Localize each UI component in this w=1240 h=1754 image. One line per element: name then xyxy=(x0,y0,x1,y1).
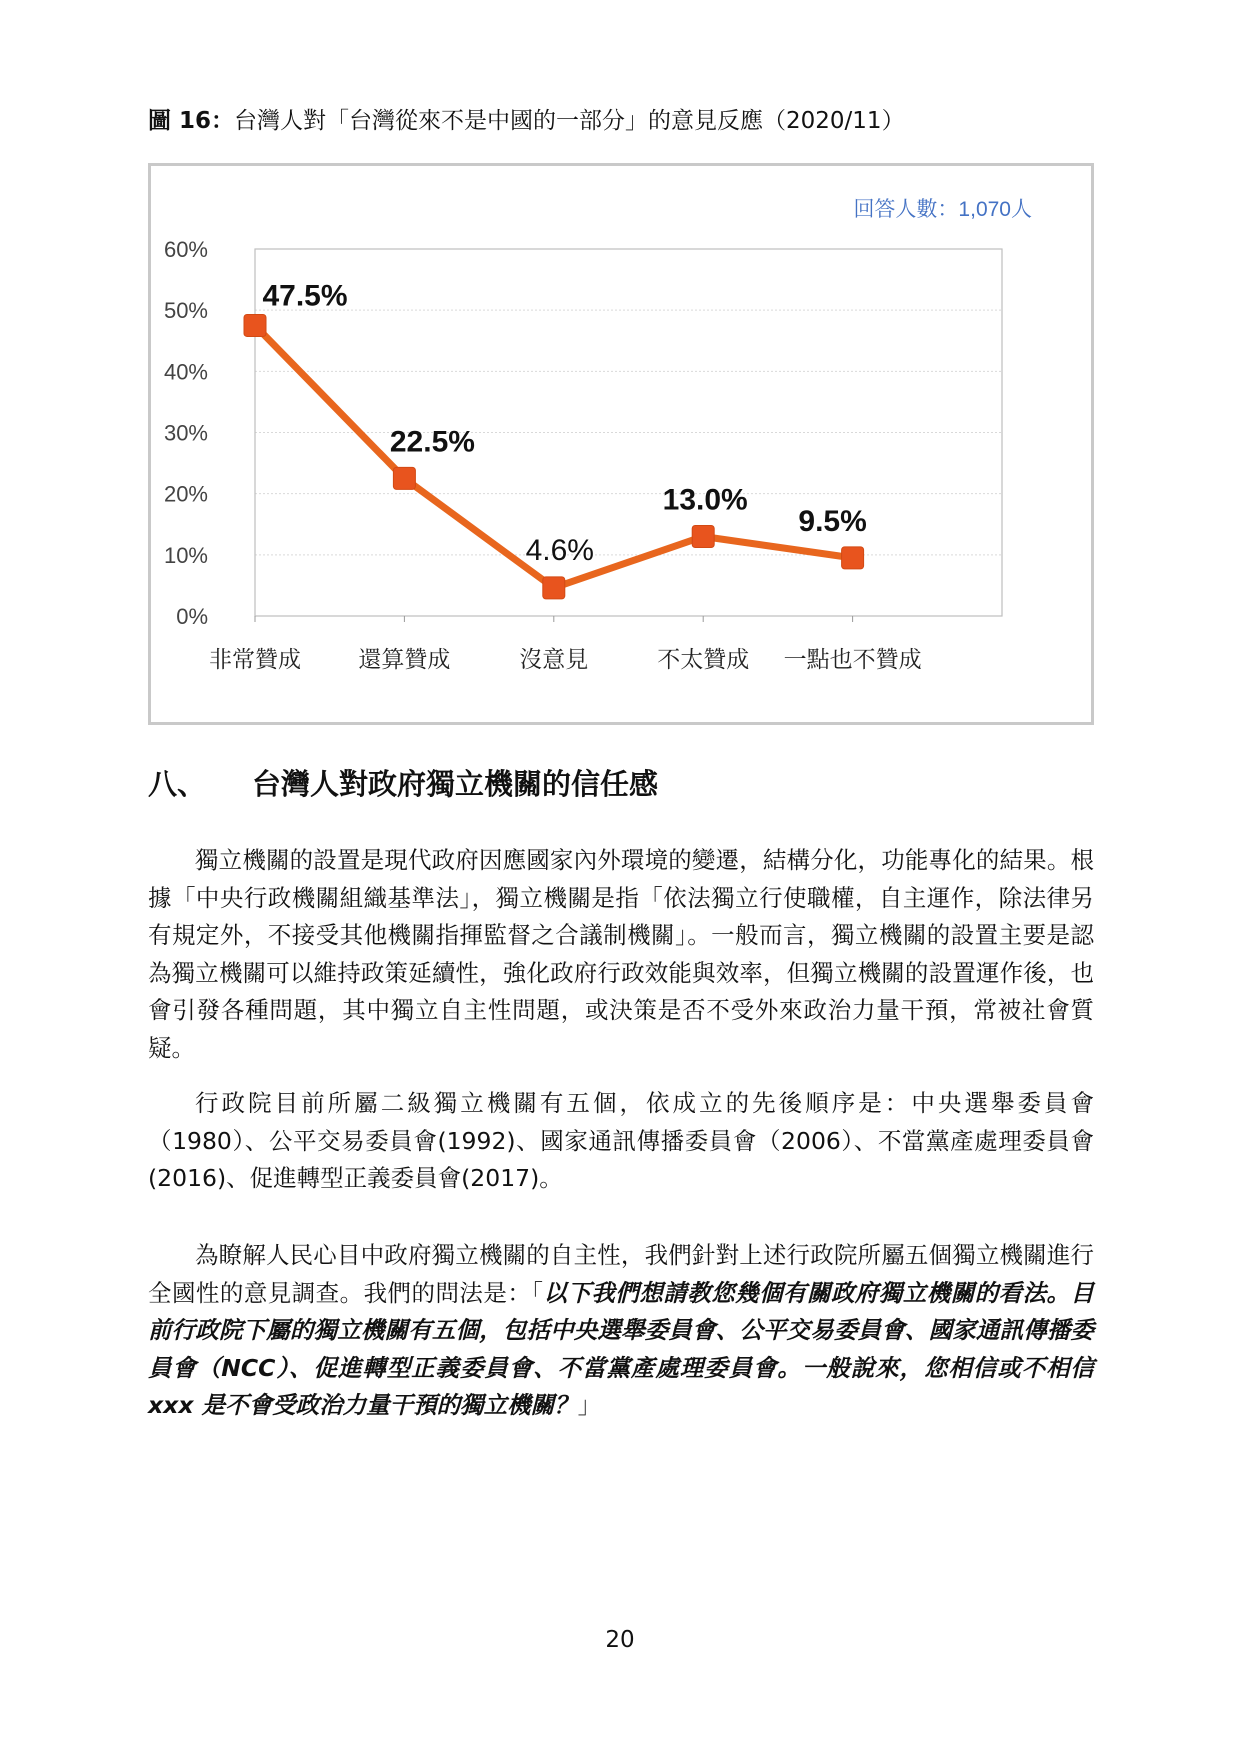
data-label: 4.6% xyxy=(525,533,594,567)
data-point-marker xyxy=(244,314,266,336)
section-title: 台灣人對政府獨立機關的信任感 xyxy=(252,767,659,801)
data-label: 13.0% xyxy=(662,483,748,517)
y-tick-label: 50% xyxy=(163,298,208,324)
respondent-count-annotation: 回答人數：1,070人 xyxy=(853,198,1032,221)
data-label: 47.5% xyxy=(262,279,348,313)
x-category-label: 不太贊成 xyxy=(657,647,750,673)
x-category-label: 還算贊成 xyxy=(358,647,451,673)
paragraph-3-lead: 為瞭解人民心目中政府獨立機關的自主性，我們針對上述行政院所屬五個獨立機關進行全國性的意見調查。我們的問法是：「 xyxy=(148,1241,1094,1307)
data-point-marker xyxy=(692,525,714,547)
section-number: 八、 xyxy=(148,767,207,801)
paragraph-1: 獨立機關的設置是現代政府因應國家內外環境的變遷，結構分化，功能專化的結果。根據「中央行政機關組織基準法」，獨立機關是指「依法獨立行使職權，自主運作，除法律另有規定外，不接受其他機關指揮監督之合議制機關」。一般而言，獨立機關的設置主要是認為獨立機關可以維持政策延續性，強化政府行政效能與效率，但獨立機關的設置運作後，也會引發各種問題，其中獨立自主性問題，或決策是否不受外來政治力量干預，常被社會質疑。 xyxy=(148,846,1094,1062)
data-point-marker xyxy=(543,577,565,599)
data-label: 9.5% xyxy=(798,504,867,538)
y-tick-label: 0% xyxy=(176,604,208,629)
data-point-marker xyxy=(393,467,415,489)
figure-caption xyxy=(148,106,1108,136)
data-label: 22.5% xyxy=(389,425,475,459)
y-tick-label: 20% xyxy=(163,481,208,507)
survey-question-quote: 以下我們想請教您幾個有關政府獨立機關的看法。目前行政院下屬的獨立機關有五個，包括中央選舉委員會、公平交易委員會、國家通訊傳播委員會（NCC）、促進轉型正義委員會、不當黨產處理委員會。一般說來，您相信或不相信 xxx 是不會受政治力量干預的獨立機關？ xyxy=(148,1278,1095,1419)
x-category-label: 一點也不贊成 xyxy=(783,647,922,673)
x-category-label: 非常贊成 xyxy=(209,647,301,673)
figure-title: 台灣人對「台灣從來不是中國的一部分」的意見反應（2020/11） xyxy=(234,108,905,134)
data-point-marker xyxy=(842,547,864,569)
x-category-label: 沒意見 xyxy=(519,647,589,673)
paragraph-3 xyxy=(148,1237,1094,1425)
y-tick-label: 10% xyxy=(163,542,208,568)
line-chart xyxy=(151,166,1091,722)
paragraph-3-close: 」 xyxy=(577,1391,602,1419)
section-heading xyxy=(148,766,1108,802)
page-number: 20 xyxy=(605,1627,635,1653)
chart-frame xyxy=(148,163,1094,725)
figure-label: 圖 16： xyxy=(148,108,235,134)
paragraph-2: 行政院目前所屬二級獨立機關有五個，依成立的先後順序是：中央選舉委員會（1980）、公平交易委員會(1992)、國家通訊傳播委員會（2006）、不當黨產處理委員會(2016)、促進轉型正義委員會(2017)。 xyxy=(148,1089,1094,1192)
y-tick-label: 60% xyxy=(163,237,208,262)
y-tick-label: 40% xyxy=(163,359,208,385)
y-tick-label: 30% xyxy=(163,420,208,446)
